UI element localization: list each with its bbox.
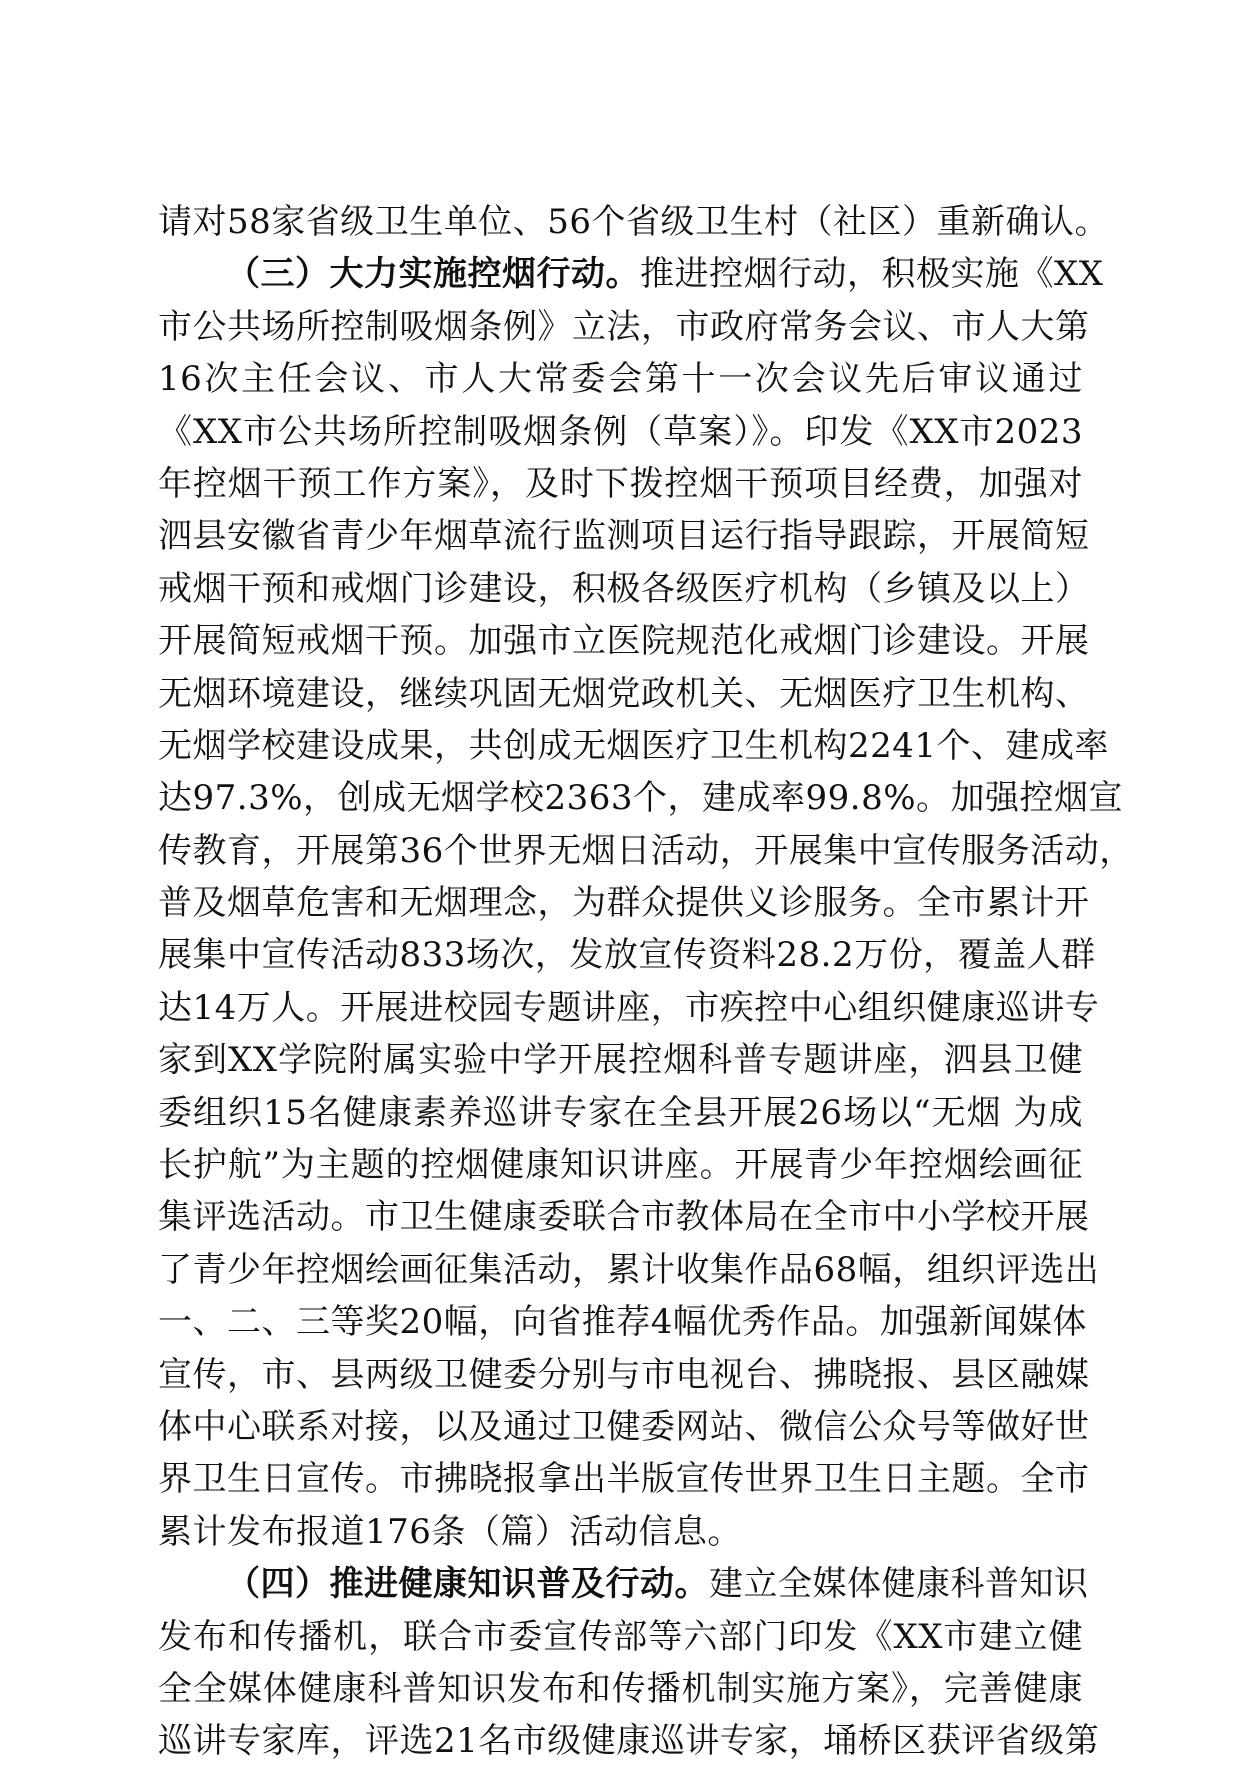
body-text: 发布和传播机，联合市委宣传部等六部门印发《XX市建立健: [158, 1616, 1083, 1657]
text-line: [158, 1663, 1083, 1715]
text-line: [158, 458, 1083, 510]
body-text: 建立全媒体健康科普知识: [709, 1564, 1089, 1605]
text-line: [158, 1087, 1083, 1139]
text-line: [158, 1296, 1087, 1348]
text-line: [158, 301, 1090, 353]
text-line: [158, 510, 1090, 562]
body-text: 全全媒体健康科普知识发布和传播机制实施方案》，完善健康: [158, 1668, 1083, 1709]
text-line: [158, 825, 1134, 877]
body-text: 委组织15名健康素养巡讲专家在全县开展26场以“无烟 为成: [158, 1092, 1083, 1133]
text-line: [158, 196, 1110, 248]
body-text: 市公共场所控制吸烟条例》立法，市政府常务会议、市人大第: [158, 306, 1090, 347]
text-line: [158, 1349, 1090, 1401]
body-text: 一、二、三等奖20幅，向省推荐4幅优秀作品。加强新闻媒体: [158, 1302, 1087, 1343]
body-text: 家到XX学院附属实验中学开展控烟科普专题讲座，泗县卫健: [158, 1040, 1083, 1081]
body-text: 推进控烟行动，积极实施《XX: [640, 254, 1104, 295]
text-line: [158, 1139, 1083, 1191]
body-text: 界卫生日宣传。市拂晓报拿出半版宣传世界卫生日主题。全市: [158, 1459, 1090, 1500]
body-text: 《XX市公共场所控制吸烟条例（草案）》。印发《XX市2023: [158, 411, 1083, 452]
text-line: [158, 1034, 1083, 1086]
text-line: [158, 1611, 1083, 1663]
text-line: [158, 1506, 1083, 1558]
body-text: 无烟学校建设成果，共创成无烟医疗卫生机构2241个、建成率: [158, 725, 1110, 766]
text-line: [158, 353, 1083, 405]
section-heading: （四）推进健康知识普及行动。: [226, 1564, 709, 1605]
text-line: [158, 720, 1110, 772]
body-text: 无烟环境建设，继续巩固无烟党政机关、无烟医疗卫生机构、: [158, 673, 1090, 714]
body-text: 宣传，市、县两级卫健委分别与市电视台、拂晓报、县区融媒: [158, 1354, 1090, 1395]
body-text: 戒烟干预和戒烟门诊建设，积极各级医疗机构（乡镇及以上）: [158, 568, 1090, 609]
text-line: [158, 1715, 1100, 1767]
text-line: [158, 982, 1100, 1034]
body-text: 了青少年控烟绘画征集活动，累计收集作品68幅，组织评选出: [158, 1249, 1100, 1290]
paragraph-first-line: [158, 248, 1104, 300]
text-line: [158, 1401, 1090, 1453]
body-text: 达97.3%，创成无烟学校2363个，建成率99.8%。加强控烟宣: [158, 778, 1124, 819]
document-page: [158, 196, 1134, 1768]
text-line: [158, 668, 1090, 720]
paragraph-first-line: [158, 1558, 1089, 1610]
body-text: 开展简短戒烟干预。加强市立医院规范化戒烟门诊建设。开展: [158, 621, 1090, 662]
text-line: [158, 1244, 1100, 1296]
text-line: [158, 877, 1090, 929]
body-text: 展集中宣传活动833场次，发放宣传资料28.2万份，覆盖人群: [158, 935, 1096, 976]
body-text: 长护航”为主题的控烟健康知识讲座。开展青少年控烟绘画征: [158, 1145, 1083, 1186]
body-text: 达14万人。开展进校园专题讲座，市疾控中心组织健康巡讲专: [158, 987, 1100, 1028]
text-line: [158, 1453, 1090, 1505]
body-text: 16次主任会议、市人大常委会第十一次会议先后审议通过: [158, 359, 1083, 400]
body-text: 累计发布报道176条（篇）活动信息。: [158, 1511, 742, 1552]
text-line: [158, 929, 1096, 981]
body-text: 巡讲专家库，评选21名市级健康巡讲专家，埇桥区获评省级第: [158, 1721, 1100, 1762]
body-text: 传教育，开展第36个世界无烟日活动，开展集中宣传服务活动，: [158, 830, 1134, 871]
body-text: 集评选活动。市卫生健康委联合市教体局在全市中小学校开展: [158, 1197, 1090, 1238]
text-line: [158, 406, 1083, 458]
body-text: 普及烟草危害和无烟理念，为群众提供义诊服务。全市累计开: [158, 883, 1090, 924]
text-line: [158, 563, 1090, 615]
section-heading: （三）大力实施控烟行动。: [226, 254, 640, 295]
text-line: [158, 772, 1124, 824]
body-text: 年控烟干预工作方案》，及时下拨控烟干预项目经费，加强对: [158, 463, 1083, 504]
text-line: [158, 1191, 1090, 1243]
text-line: [158, 615, 1090, 667]
body-text: 请对58家省级卫生单位、56个省级卫生村（社区）重新确认。: [158, 202, 1110, 242]
body-text: 泗县安徽省青少年烟草流行监测项目运行指导跟踪，开展简短: [158, 516, 1090, 557]
body-text: 体中心联系对接，以及通过卫健委网站、微信公众号等做好世: [158, 1406, 1090, 1447]
